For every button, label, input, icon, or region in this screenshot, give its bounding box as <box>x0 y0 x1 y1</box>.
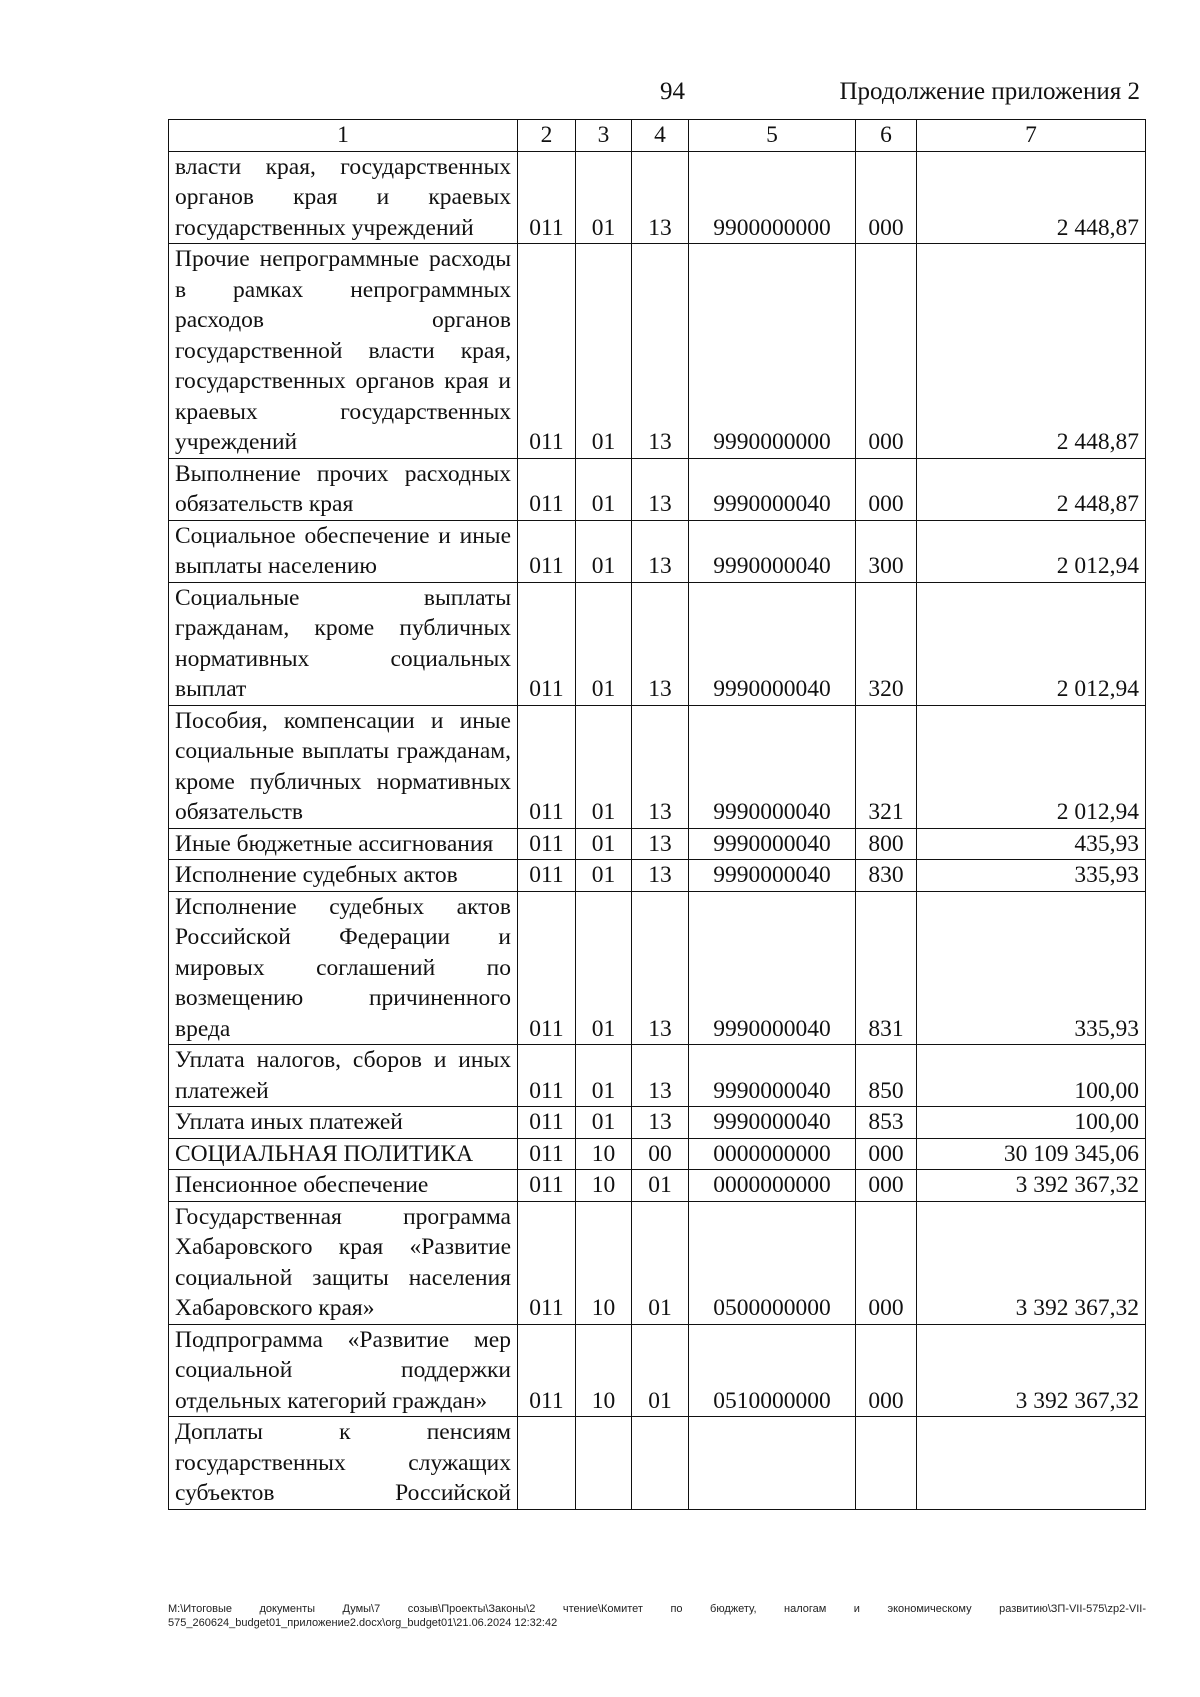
cell-section: 01 <box>576 860 632 892</box>
cell-amount: 3 392 367,32 <box>917 1201 1146 1324</box>
cell-section: 01 <box>576 891 632 1045</box>
cell-subsection: 01 <box>632 1324 689 1417</box>
cell-target-item: 9990000040 <box>689 520 856 582</box>
cell-subsection: 13 <box>632 582 689 705</box>
cell-subsection: 01 <box>632 1170 689 1202</box>
cell-amount: 335,93 <box>917 860 1146 892</box>
cell-admin-code: 011 <box>518 582 576 705</box>
cell-admin-code: 011 <box>518 1045 576 1107</box>
cell-expense-type: 320 <box>856 582 917 705</box>
cell-admin-code: 011 <box>518 1170 576 1202</box>
table-row <box>169 1417 1146 1510</box>
table-row <box>169 891 1146 1045</box>
column-header: 1 <box>169 120 518 152</box>
cell-subsection: 13 <box>632 860 689 892</box>
cell-target-item: 9900000000 <box>689 151 856 244</box>
table-row <box>169 582 1146 705</box>
cell-subsection <box>632 1417 689 1510</box>
cell-subsection: 01 <box>632 1201 689 1324</box>
cell-target-item: 0000000000 <box>689 1170 856 1202</box>
cell-admin-code: 011 <box>518 891 576 1045</box>
cell-amount: 2 012,94 <box>917 582 1146 705</box>
cell-amount: 2 012,94 <box>917 705 1146 828</box>
cell-amount: 100,00 <box>917 1045 1146 1107</box>
cell-target-item: 9990000000 <box>689 244 856 459</box>
row-name: Социальные выплаты гражданам, кроме публичных нормативных социальных выплат <box>169 582 518 705</box>
cell-admin-code: 011 <box>518 1107 576 1139</box>
cell-admin-code: 011 <box>518 458 576 520</box>
column-header: 2 <box>518 120 576 152</box>
budget-table <box>168 119 1146 1510</box>
row-name: власти края, государственных органов края и краевых государственных учреждений <box>169 151 518 244</box>
cell-subsection: 13 <box>632 705 689 828</box>
row-name: Уплата иных платежей <box>169 1107 518 1139</box>
table-row <box>169 1107 1146 1139</box>
table-row <box>169 1201 1146 1324</box>
cell-expense-type: 830 <box>856 860 917 892</box>
cell-section: 10 <box>576 1170 632 1202</box>
column-header: 5 <box>689 120 856 152</box>
cell-section: 01 <box>576 244 632 459</box>
cell-expense-type: 000 <box>856 1138 917 1170</box>
file-path-footer: M:\Итоговые документы Думы\7 созыв\Проекты\Законы\2 чтение\Комитет по бюджету, налогам и экономическому развитию\ЗП-VII-575\zp2-VII-575_260624_budget01_приложение2.docx\org_budget01\21.06.2024 12:32:42 <box>168 1603 1146 1629</box>
cell-section: 10 <box>576 1201 632 1324</box>
cell-admin-code: 011 <box>518 1201 576 1324</box>
row-name: Пенсионное обеспечение <box>169 1170 518 1202</box>
row-name: Социальное обеспечение и иные выплаты населению <box>169 520 518 582</box>
cell-target-item <box>689 1417 856 1510</box>
cell-admin-code: 011 <box>518 520 576 582</box>
table-row <box>169 458 1146 520</box>
cell-target-item: 9990000040 <box>689 458 856 520</box>
cell-section: 01 <box>576 151 632 244</box>
cell-expense-type: 831 <box>856 891 917 1045</box>
page-number: 94 <box>660 78 685 105</box>
cell-amount: 100,00 <box>917 1107 1146 1139</box>
table-header-row <box>169 120 1146 152</box>
column-header: 7 <box>917 120 1146 152</box>
cell-expense-type: 321 <box>856 705 917 828</box>
cell-subsection: 13 <box>632 520 689 582</box>
table-row <box>169 1324 1146 1417</box>
table-row <box>169 1138 1146 1170</box>
cell-expense-type: 000 <box>856 244 917 459</box>
cell-target-item: 0510000000 <box>689 1324 856 1417</box>
table-row <box>169 520 1146 582</box>
cell-section: 01 <box>576 1045 632 1107</box>
table-row <box>169 1045 1146 1107</box>
cell-target-item: 0500000000 <box>689 1201 856 1324</box>
cell-amount <box>917 1417 1146 1510</box>
cell-expense-type: 000 <box>856 1201 917 1324</box>
cell-admin-code: 011 <box>518 1138 576 1170</box>
cell-subsection: 13 <box>632 828 689 860</box>
row-name: Уплата налогов, сборов и иных платежей <box>169 1045 518 1107</box>
cell-amount: 3 392 367,32 <box>917 1170 1146 1202</box>
cell-section: 01 <box>576 582 632 705</box>
cell-target-item: 0000000000 <box>689 1138 856 1170</box>
cell-admin-code: 011 <box>518 828 576 860</box>
cell-section: 01 <box>576 520 632 582</box>
cell-target-item: 9990000040 <box>689 1045 856 1107</box>
cell-subsection: 13 <box>632 244 689 459</box>
row-name: Пособия, компенсации и иные социальные выплаты гражданам, кроме публичных нормативных обязательств <box>169 705 518 828</box>
cell-section <box>576 1417 632 1510</box>
cell-admin-code: 011 <box>518 860 576 892</box>
cell-expense-type: 000 <box>856 1324 917 1417</box>
cell-section: 10 <box>576 1324 632 1417</box>
row-name: Выполнение прочих расходных обязательств края <box>169 458 518 520</box>
cell-section: 10 <box>576 1138 632 1170</box>
cell-expense-type: 000 <box>856 151 917 244</box>
cell-expense-type: 800 <box>856 828 917 860</box>
row-name: Доплаты к пенсиям государственных служащих субъектов Российской <box>169 1417 518 1510</box>
cell-admin-code: 011 <box>518 705 576 828</box>
table-row <box>169 705 1146 828</box>
cell-expense-type: 850 <box>856 1045 917 1107</box>
cell-admin-code <box>518 1417 576 1510</box>
cell-target-item: 9990000040 <box>689 860 856 892</box>
cell-amount: 435,93 <box>917 828 1146 860</box>
row-name: Подпрограмма «Развитие мер социальной поддержки отдельных категорий граждан» <box>169 1324 518 1417</box>
cell-expense-type: 000 <box>856 458 917 520</box>
cell-target-item: 9990000040 <box>689 582 856 705</box>
continuation-title: Продолжение приложения 2 <box>839 78 1140 105</box>
table-row <box>169 1170 1146 1202</box>
row-name: Государственная программа Хабаровского края «Развитие социальной защиты населения Хабаровского края» <box>169 1201 518 1324</box>
row-name: Исполнение судебных актов Российской Федерации и мировых соглашений по возмещению причиненного вреда <box>169 891 518 1045</box>
row-name: Исполнение судебных актов <box>169 860 518 892</box>
cell-admin-code: 011 <box>518 1324 576 1417</box>
column-header: 6 <box>856 120 917 152</box>
column-header: 4 <box>632 120 689 152</box>
table-row <box>169 244 1146 459</box>
cell-expense-type <box>856 1417 917 1510</box>
cell-amount: 2 448,87 <box>917 151 1146 244</box>
cell-section: 01 <box>576 828 632 860</box>
cell-section: 01 <box>576 1107 632 1139</box>
cell-subsection: 13 <box>632 151 689 244</box>
cell-target-item: 9990000040 <box>689 828 856 860</box>
row-name: Прочие непрограммные расходы в рамках непрограммных расходов органов государственной власти края, государственных органов края и краевых государственных учреждений <box>169 244 518 459</box>
cell-subsection: 13 <box>632 1107 689 1139</box>
cell-expense-type: 300 <box>856 520 917 582</box>
cell-subsection: 00 <box>632 1138 689 1170</box>
cell-expense-type: 853 <box>856 1107 917 1139</box>
cell-target-item: 9990000040 <box>689 891 856 1045</box>
cell-amount: 2 448,87 <box>917 244 1146 459</box>
cell-section: 01 <box>576 705 632 828</box>
cell-amount: 3 392 367,32 <box>917 1324 1146 1417</box>
cell-subsection: 13 <box>632 891 689 1045</box>
cell-amount: 335,93 <box>917 891 1146 1045</box>
table-row <box>169 828 1146 860</box>
cell-amount: 30 109 345,06 <box>917 1138 1146 1170</box>
cell-amount: 2 448,87 <box>917 458 1146 520</box>
cell-target-item: 9990000040 <box>689 705 856 828</box>
cell-section: 01 <box>576 458 632 520</box>
cell-amount: 2 012,94 <box>917 520 1146 582</box>
cell-subsection: 13 <box>632 458 689 520</box>
row-name: СОЦИАЛЬНАЯ ПОЛИТИКА <box>169 1138 518 1170</box>
table-row <box>169 151 1146 244</box>
cell-admin-code: 011 <box>518 244 576 459</box>
cell-expense-type: 000 <box>856 1170 917 1202</box>
cell-target-item: 9990000040 <box>689 1107 856 1139</box>
column-header: 3 <box>576 120 632 152</box>
table-row <box>169 860 1146 892</box>
row-name: Иные бюджетные ассигнования <box>169 828 518 860</box>
cell-subsection: 13 <box>632 1045 689 1107</box>
cell-admin-code: 011 <box>518 151 576 244</box>
